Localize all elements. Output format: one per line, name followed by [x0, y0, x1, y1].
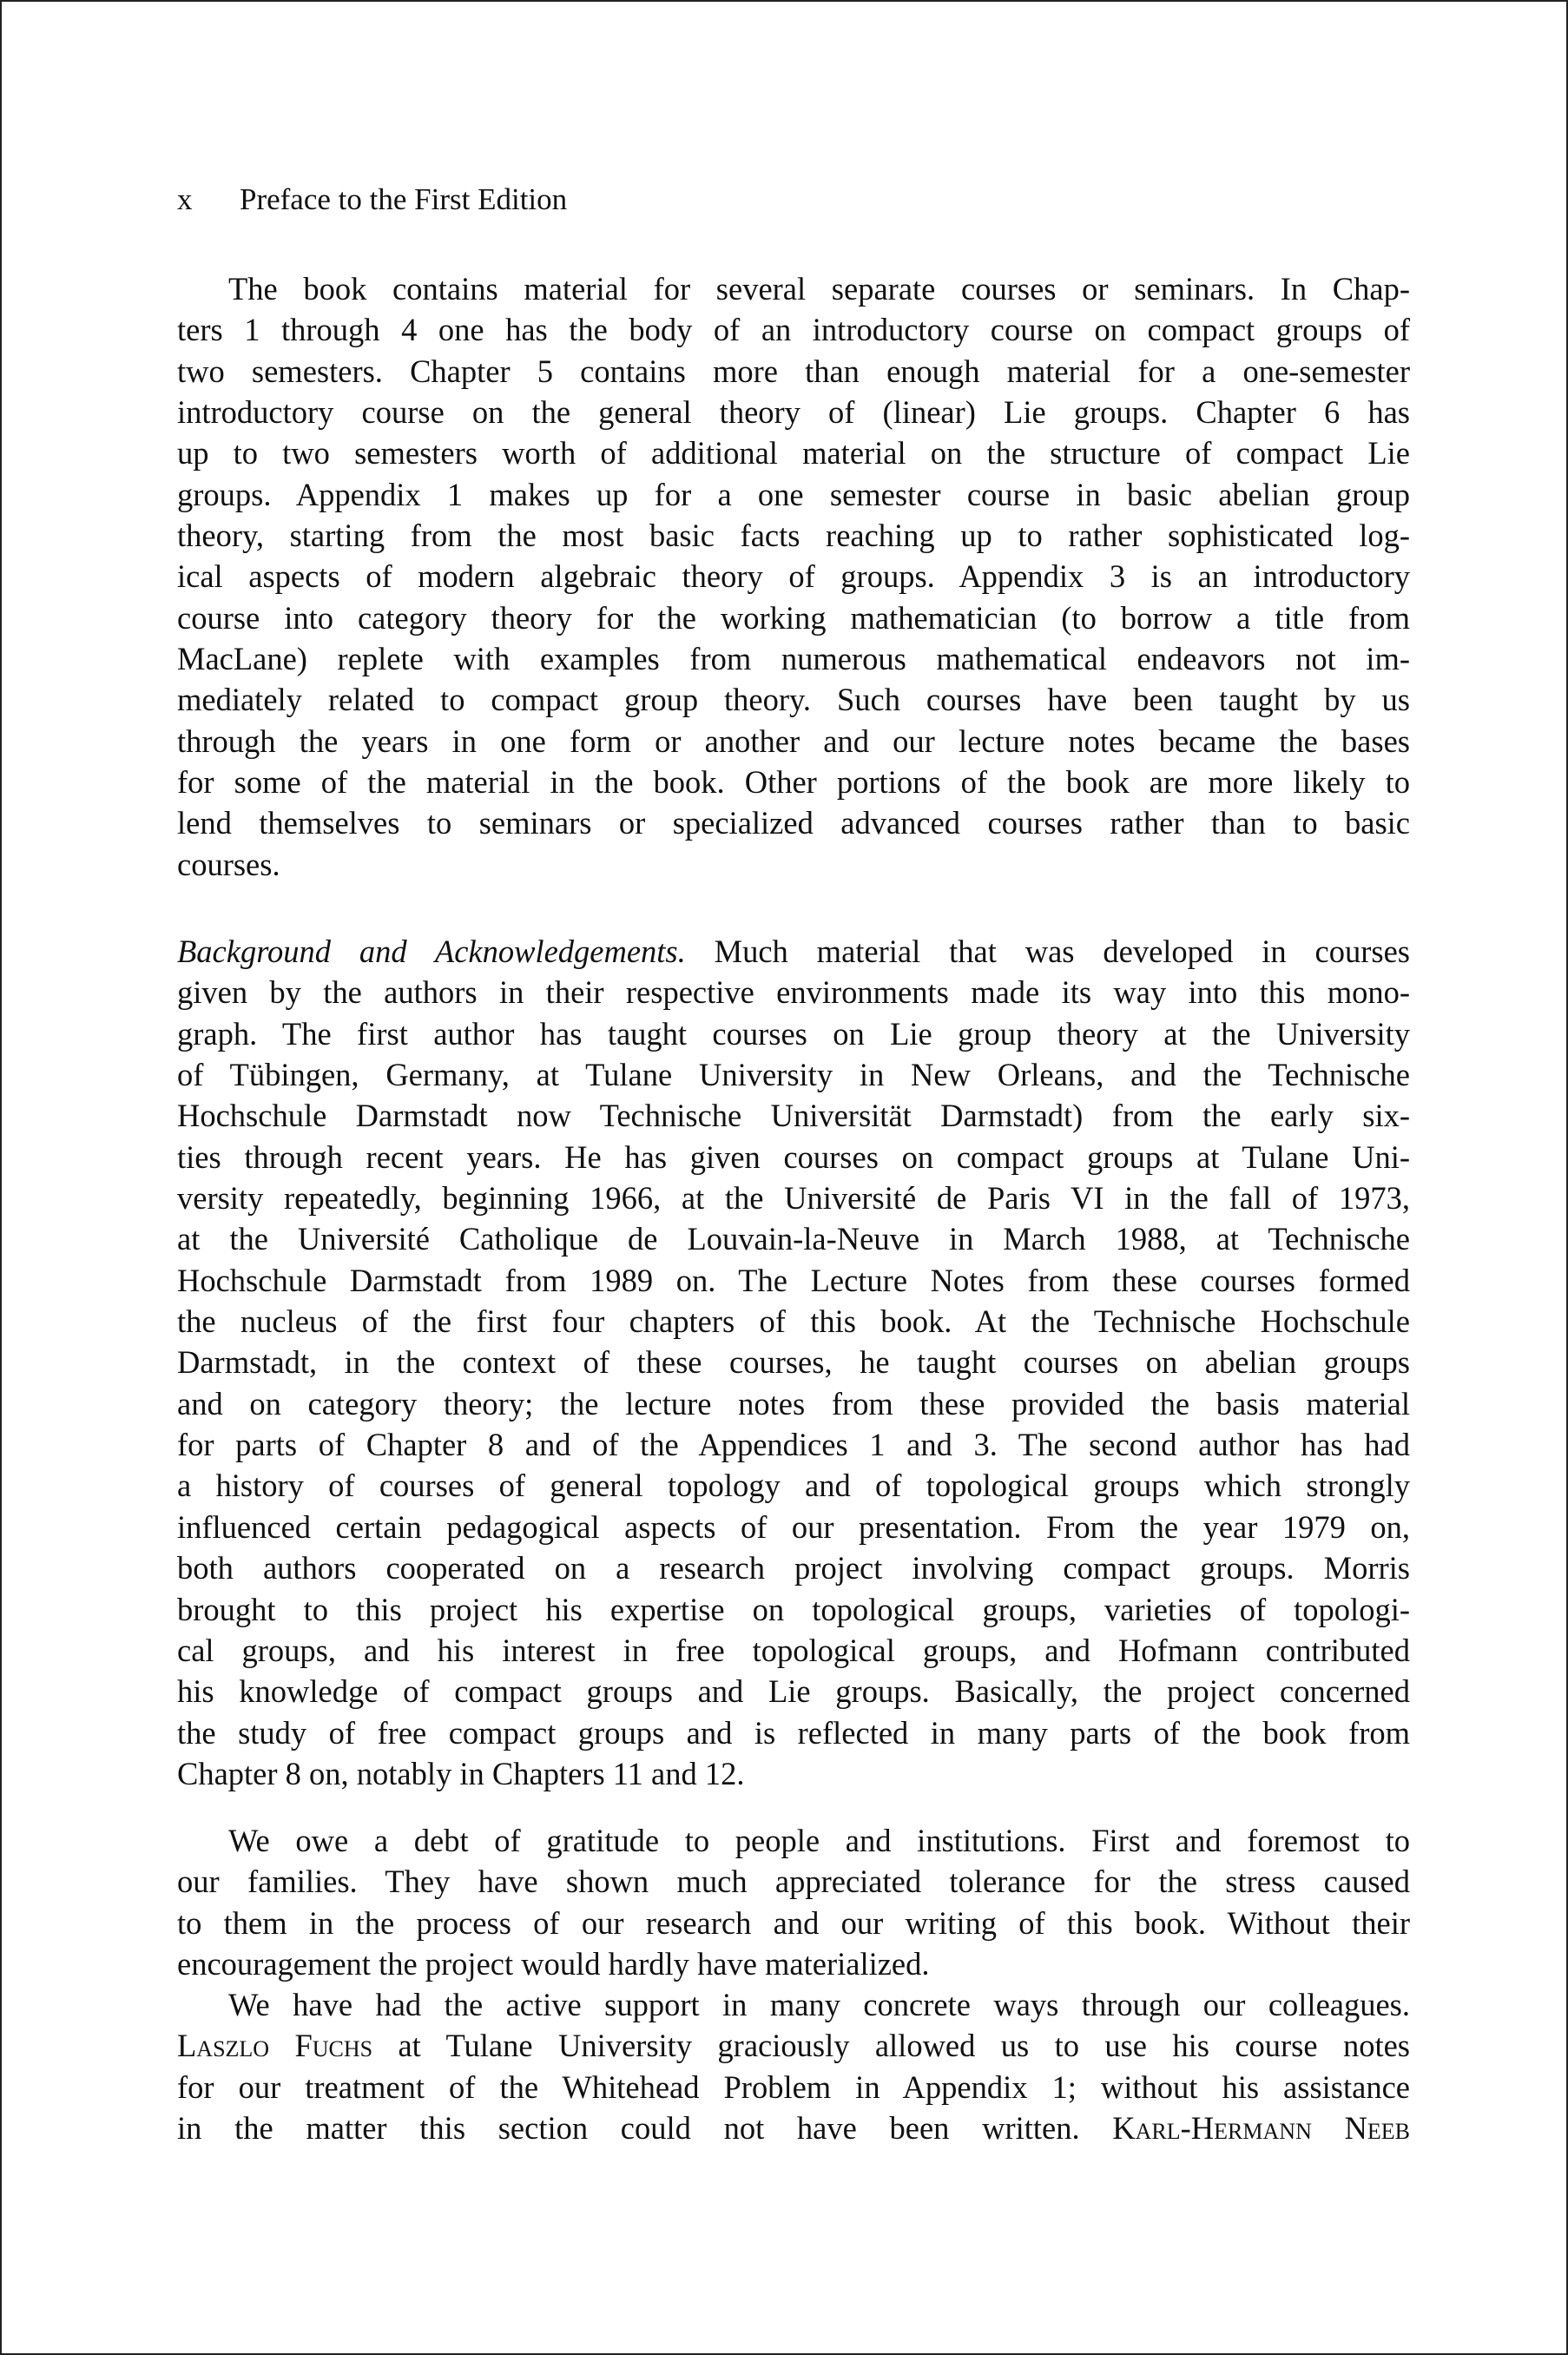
text-segment: Much material that was developed in courses	[685, 933, 1410, 969]
person-name: Laszlo Fuchs	[177, 2028, 373, 2064]
text-line: both authors cooperated on a research project involving compact groups. Morris	[177, 1550, 1410, 1586]
text-line: MacLane) replete with examples from numerous mathematical endeavors not im-	[177, 641, 1410, 677]
text-line	[177, 931, 1410, 972]
text-line: given by the authors in their respective environments made its way into this mono-	[177, 974, 1410, 1011]
italic-run-in-heading: Background and Acknowledgements.	[177, 933, 686, 969]
text-line: lend themselves to seminars or specialized advanced courses rather than to basic	[177, 805, 1410, 841]
text-line: We have had the active support in many concrete ways through our colleagues.	[228, 1987, 1410, 2022]
text-line: Darmstadt, in the context of these courses, he taught courses on abelian groups	[177, 1344, 1410, 1381]
text-line: Chapter 8 on, notably in Chapters 11 and 12.	[177, 1755, 745, 1791]
text-line: encouragement the project would hardly have materialized.	[177, 1946, 930, 1982]
text-line: a history of courses of general topology and of topological groups which strongly	[177, 1468, 1410, 1504]
text-segment: in the matter this section could not have been written.	[177, 2110, 1113, 2147]
paragraph-course-overview	[177, 268, 1410, 885]
text-line: the study of free compact groups and is reflected in many parts of the book from	[177, 1714, 1410, 1751]
text-line: versity repeatedly, beginning 1966, at the Université de Paris VI in the fall of 1973,	[177, 1180, 1410, 1217]
paragraph-background-acknowledgements	[177, 931, 1410, 1794]
text-line: Hochschule Darmstadt now Technische Universität Darmstadt) from the early six-	[177, 1098, 1410, 1134]
text-line: We owe a debt of gratitude to people and institutions. First and foremost to	[228, 1823, 1410, 1858]
text-line: to them in the process of our research and our writing of this book. Without their	[177, 1904, 1410, 1941]
text-line: and on category theory; the lecture notes from these provided the basis material	[177, 1385, 1410, 1422]
text-line: The book contains material for several separate courses or seminars. In Chap-	[228, 271, 1410, 307]
text-line: for some of the material in the book. Other portions of the book are more likely to	[177, 764, 1410, 801]
text-line	[177, 2108, 1410, 2148]
text-line: his knowledge of compact groups and Lie groups. Basically, the project concerned	[177, 1673, 1410, 1710]
text-line: ters 1 through 4 one has the body of an introductory course on compact groups of	[177, 312, 1410, 348]
text-line: two semesters. Chapter 5 contains more than enough material for a one-semester	[177, 353, 1410, 389]
text-line: courses.	[177, 846, 280, 882]
text-line: theory, starting from the most basic facts reaching up to rather sophisticated log-	[177, 518, 1410, 554]
paragraph-gratitude	[177, 1820, 1410, 1984]
page-number: x	[177, 182, 193, 216]
text-line: for our treatment of the Whitehead Problem in Appendix 1; without his assistance	[177, 2068, 1410, 2105]
text-line	[177, 2025, 1410, 2066]
text-line: for parts of Chapter 8 and of the Appendices 1 and 3. The second author has had	[177, 1427, 1410, 1463]
running-header	[177, 179, 567, 221]
text-line: graph. The first author has taught courses on Lie group theory at the University	[177, 1015, 1410, 1052]
running-title: Preface to the First Edition	[240, 182, 568, 216]
text-line: cal groups, and his interest in free topological groups, and Hofmann contributed	[177, 1632, 1410, 1668]
text-line: our families. They have shown much appreciated tolerance for the stress caused	[177, 1864, 1410, 1900]
text-line: Hochschule Darmstadt from 1989 on. The Lecture Notes from these courses formed	[177, 1262, 1410, 1298]
text-line: groups. Appendix 1 makes up for a one semester course in basic abelian group	[177, 476, 1410, 512]
person-name: Karl-Hermann Neeb	[1112, 2110, 1410, 2147]
text-segment: at Tulane University graciously allowed us to use his course notes	[372, 2028, 1411, 2064]
text-line: of Tübingen, Germany, at Tulane University in New Orleans, and the Technische	[177, 1057, 1410, 1093]
text-line: influenced certain pedagogical aspects of our presentation. From the year 1979 on,	[177, 1508, 1410, 1545]
text-line: through the years in one form or another and our lecture notes became the bases	[177, 722, 1410, 759]
text-line: at the Université Catholique de Louvain-la-Neuve in March 1988, at Technische	[177, 1221, 1410, 1257]
text-line: ties through recent years. He has given courses on compact groups at Tulane Uni-	[177, 1138, 1410, 1175]
text-line: the nucleus of the first four chapters of this book. At the Technische Hochschule	[177, 1303, 1410, 1340]
text-line: brought to this project his expertise on topological groups, varieties of topologi-	[177, 1591, 1410, 1627]
text-line: ical aspects of modern algebraic theory of groups. Appendix 3 is an introductory	[177, 558, 1410, 595]
text-line: up to two semesters worth of additional material on the structure of compact Lie	[177, 435, 1410, 472]
text-line: introductory course on the general theory of (linear) Lie groups. Chapter 6 has	[177, 394, 1410, 431]
text-line: mediately related to compact group theory. Such courses have been taught by us	[177, 682, 1410, 718]
paragraph-colleagues	[177, 1984, 1410, 2148]
text-line: course into category theory for the working mathematician (to borrow a title from	[177, 599, 1410, 636]
